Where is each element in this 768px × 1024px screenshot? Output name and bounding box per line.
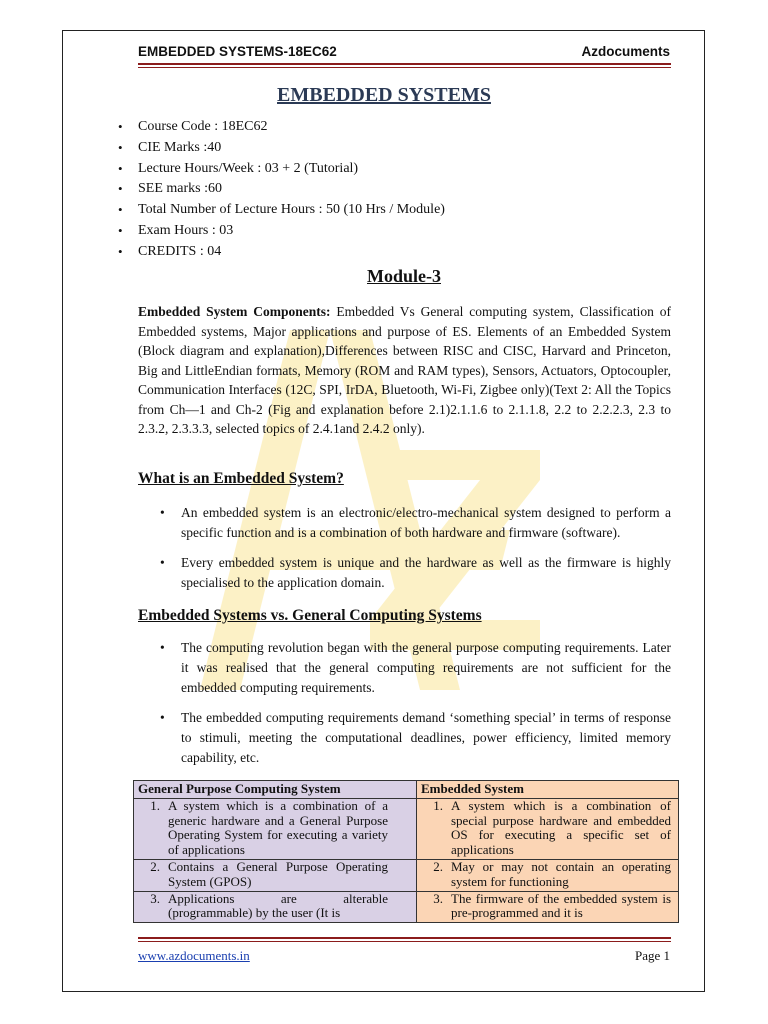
cell-text: May or may not contain an operating system for functioning — [451, 858, 671, 889]
course-info-item: • Course Code : 18EC62 — [118, 118, 445, 139]
bullet-text: Every embedded system is unique and the hardware as well as the firmware is highly specialised to the application domain. — [181, 555, 671, 590]
bullet-text: An embedded system is an electronic/electro-mechanical system designed to perform a specific function and is a combination of both hardware and firmware (software). — [181, 505, 671, 540]
bullet-dot: • — [160, 505, 165, 520]
course-info-list — [118, 118, 445, 264]
bullet-dot: • — [160, 640, 165, 655]
row-number: 3. — [150, 890, 160, 906]
footer-rule-top — [138, 937, 671, 939]
course-info-item: • Total Number of Lecture Hours : 50 (10 Hrs / Module) — [118, 201, 445, 222]
table-header-row — [134, 781, 679, 799]
row-number: 2. — [150, 858, 160, 874]
cell-text: A system which is a combination of special purpose hardware and embedded OS for executing a specific set of applications — [451, 797, 671, 858]
section-heading-what-is: What is an Embedded System? — [138, 470, 344, 487]
course-info-item: • CIE Marks :40 — [118, 139, 445, 160]
cell-text: A system which is a combination of a generic hardware and a General Purpose Operating System for executing a variety of applications — [168, 797, 388, 858]
row-number: 2. — [433, 858, 443, 874]
course-info-item: • CREDITS : 04 — [118, 243, 445, 264]
cell-text: Contains a General Purpose Operating System (GPOS) — [168, 858, 388, 889]
table-cell-es — [417, 859, 679, 891]
footer-rule-bottom — [138, 941, 671, 942]
bullet-dot: • — [160, 555, 165, 570]
header-course-title: EMBEDDED SYSTEMS-18EC62 — [138, 44, 337, 59]
page-number: Page 1 — [634, 948, 670, 963]
bullet-text: The computing revolution began with the general purpose computing requirements. Later it was realised that the general computing requirements are not sufficient for the embedded computing requirements. — [181, 640, 671, 695]
bullet-item — [160, 638, 671, 698]
header-brand: Azdocuments — [581, 44, 670, 59]
table-row — [134, 859, 679, 891]
components-paragraph — [138, 302, 671, 439]
table-header-es: Embedded System — [417, 781, 679, 799]
header-rule-top — [138, 63, 671, 65]
comparison-table — [133, 780, 679, 923]
table-cell-es — [417, 891, 679, 923]
table-cell-gp — [134, 798, 417, 859]
bullet-item — [160, 503, 671, 543]
module-heading: Module-3 — [367, 266, 441, 286]
bullet-text: The embedded computing requirements demand ‘something special’ in terms of response to stimuli, meeting the computational deadlines, power efficiency, limited memory capability, etc. — [181, 710, 671, 765]
table-cell-gp — [134, 859, 417, 891]
bullet-item — [160, 708, 671, 768]
footer-website-link[interactable]: www.azdocuments.in — [138, 948, 250, 963]
header-rule-bottom — [138, 67, 671, 68]
row-number: 3. — [433, 890, 443, 906]
table-cell-gp — [134, 891, 417, 923]
row-number: 1. — [150, 797, 160, 813]
table-row — [134, 798, 679, 859]
components-text: Embedded Vs General computing system, Classification of Embedded systems, Major applications and purpose of ES. Elements of an Embedded System (Block diagram and explanation),Differences between RISC and CISC, Harvard and Princeton, Big and LittleEndian formats, Memory (ROM and RAM types), Sensors, Actuators, Optocoupler, Communication Interfaces (12C, SPI, IrDA, Bluetooth, Wi-Fi, Zigbee only)(Text 2: All the Topics from Ch—1 and Ch-2 (Fig and explanation before 2.1)2.1.1.6 to 2.1.1.8, 2.2 to 2.2.2.3, 2.3 to 2.3.2, 2.3.3.3, selected topics of 2.4.1and 2.4.2 only). — [138, 304, 671, 436]
components-label: Embedded System Components: — [138, 304, 331, 319]
course-info-item: • SEE marks :60 — [118, 180, 445, 201]
table-row — [134, 891, 679, 923]
comparison-table-clip — [133, 780, 681, 935]
course-info-item: • Lecture Hours/Week : 03 + 2 (Tutorial) — [118, 160, 445, 181]
bullet-item — [160, 553, 671, 593]
table-cell-es — [417, 798, 679, 859]
cell-text: The firmware of the embedded system is pre-programmed and it is — [451, 890, 671, 921]
course-info-item: • Exam Hours : 03 — [118, 222, 445, 243]
row-number: 1. — [433, 797, 443, 813]
table-header-gp: General Purpose Computing System — [134, 781, 417, 799]
page-header — [138, 42, 670, 62]
bullet-dot: • — [160, 710, 165, 725]
document-title: EMBEDDED SYSTEMS — [277, 84, 491, 106]
cell-text: Applications are alterable (programmable) by the user (It is — [168, 890, 388, 921]
section-heading-vs: Embedded Systems vs. General Computing Systems — [138, 607, 482, 624]
